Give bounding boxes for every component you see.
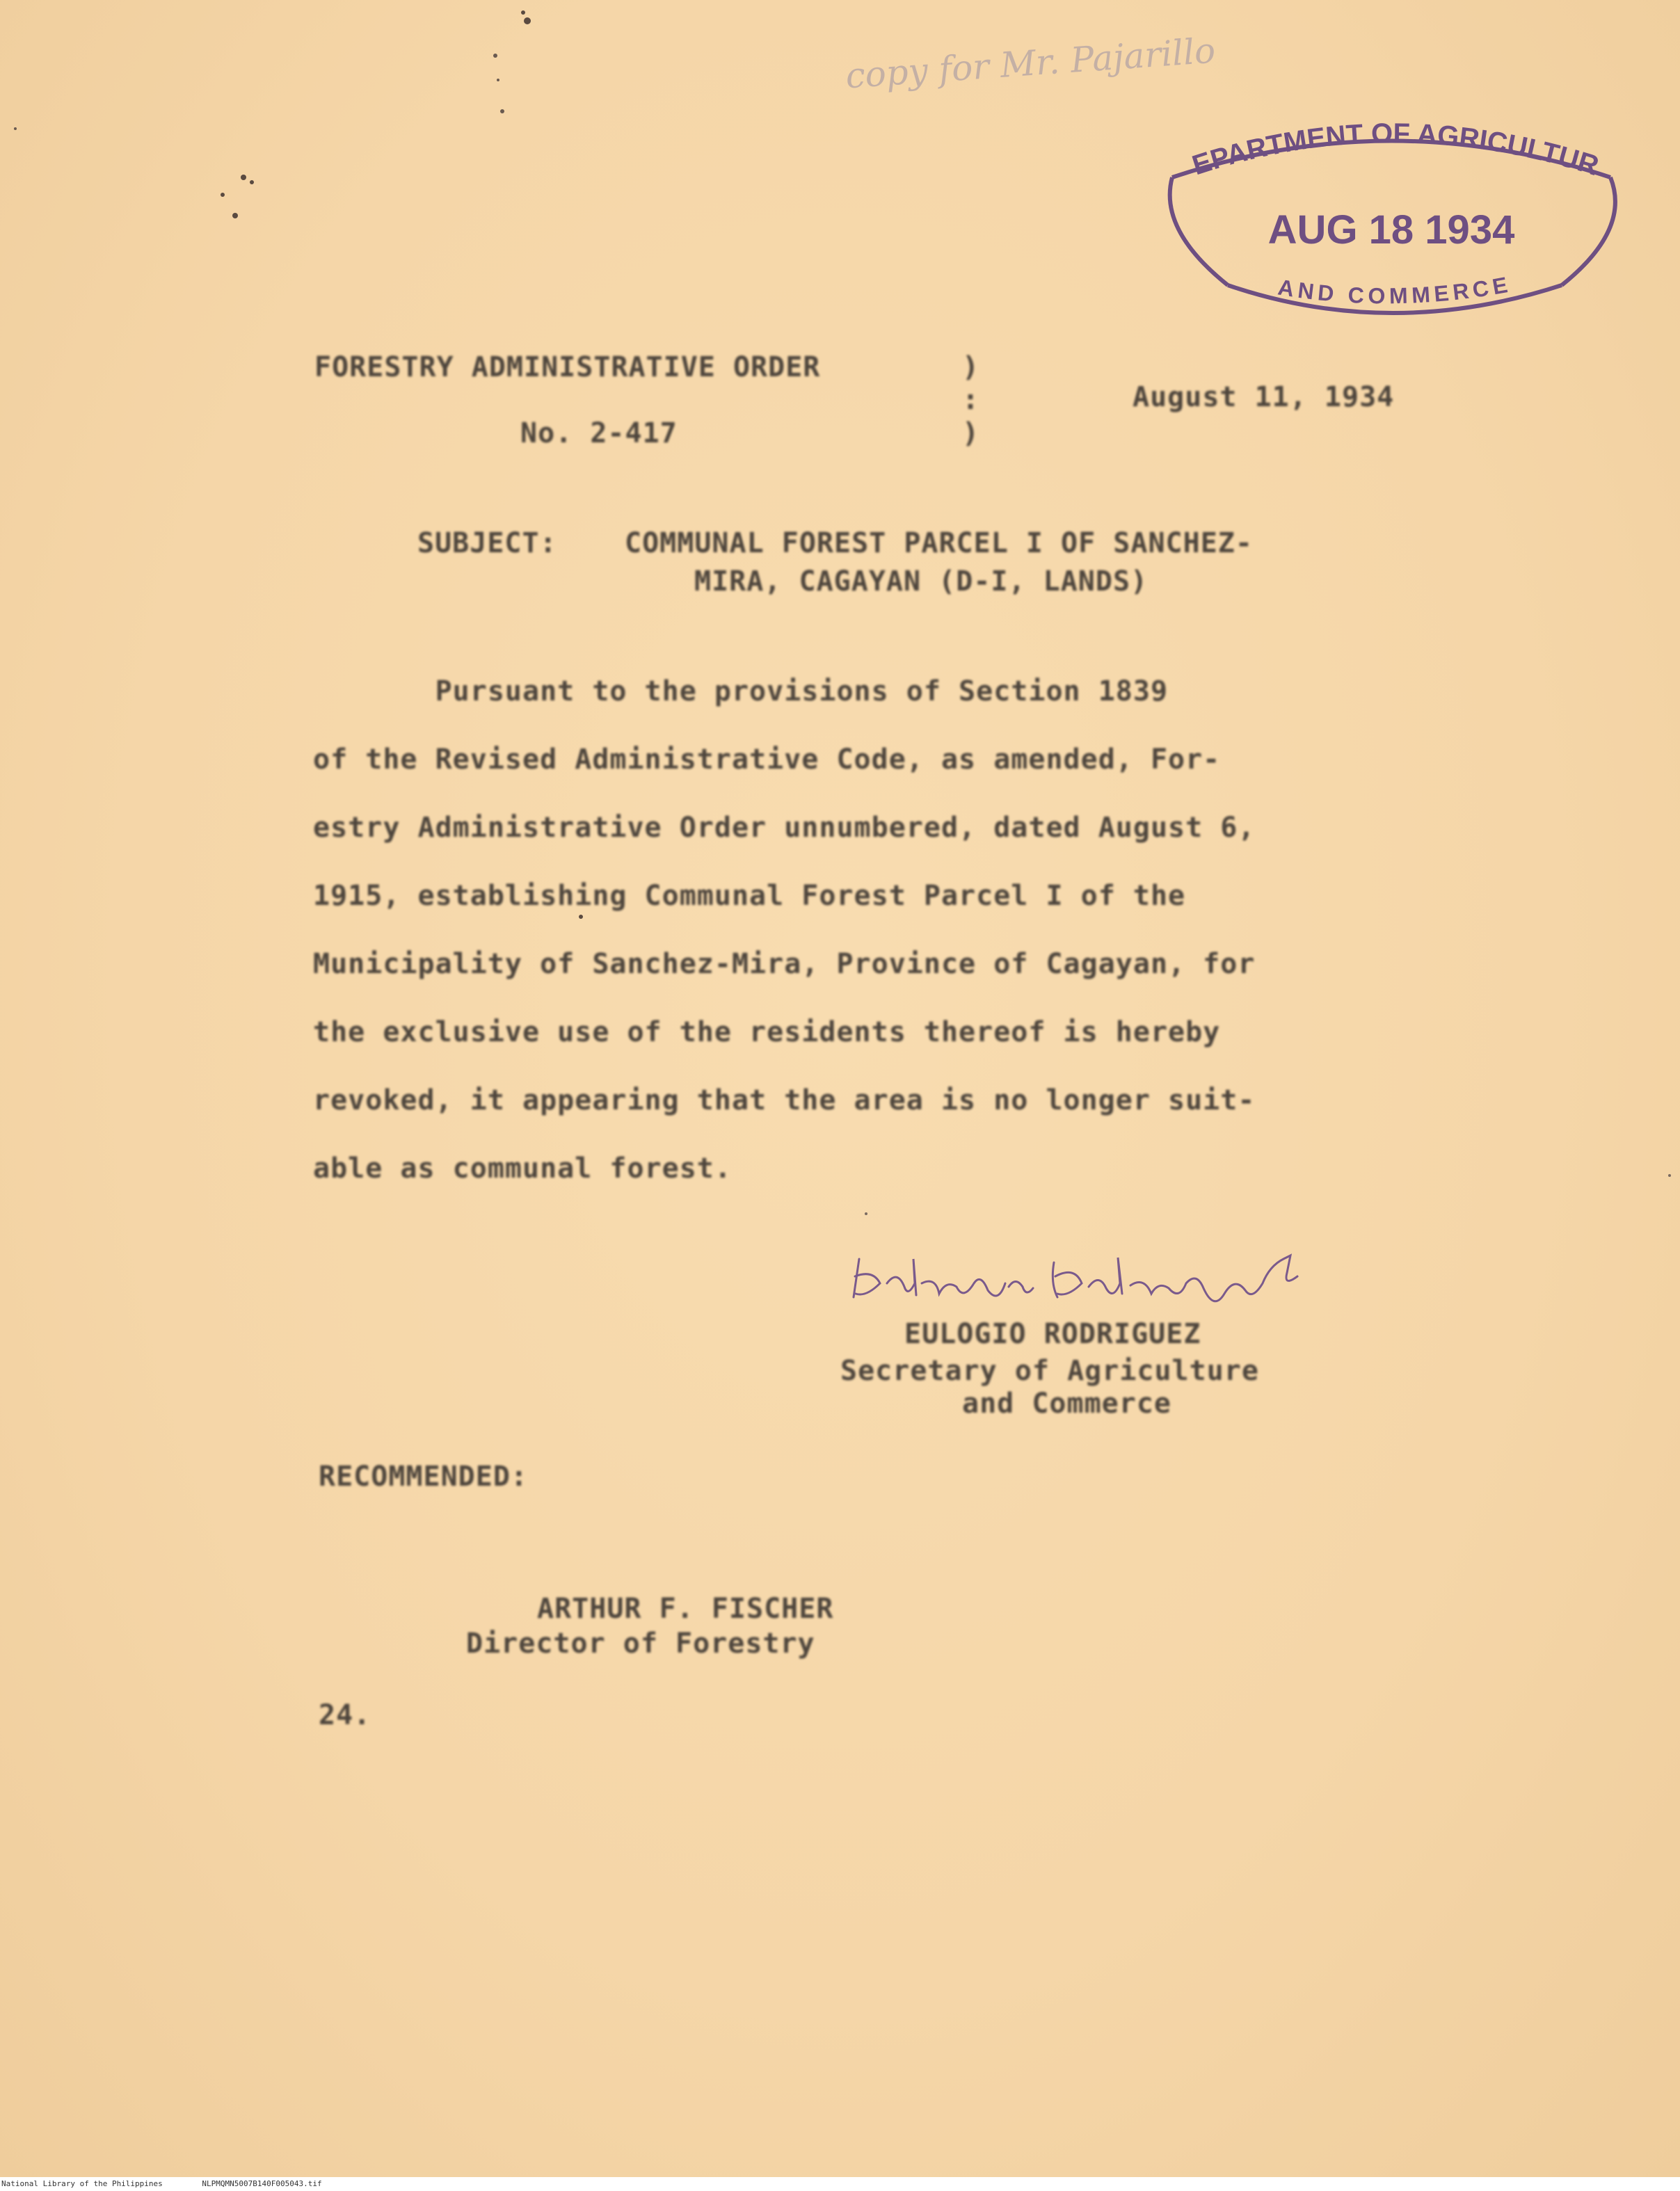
body-line: Municipality of Sanchez-Mira, Province of Cagayan, for (313, 948, 1256, 980)
stamp-top-text: EPARTMENT OF AGRICULTUR (1188, 118, 1603, 182)
subject-line-1: COMMUNAL FOREST PARCEL I OF SANCHEZ- (625, 527, 1253, 559)
order-title: FORESTRY ADMINISTRATIVE ORDER (314, 351, 821, 383)
footer-library: National Library of the Philippines (1, 2179, 163, 2188)
received-stamp (1151, 111, 1631, 341)
order-date: August 11, 1934 (1133, 381, 1395, 413)
recommended-label: RECOMMENDED: (319, 1461, 528, 1493)
body-line: 1915, establishing Communal Forest Parcel I of the (313, 880, 1186, 912)
bracket-mid: : (962, 384, 980, 416)
order-number: No. 2-417 (520, 417, 678, 449)
stamp-date: AUG 18 1934 (1267, 207, 1515, 252)
body-line: able as communal forest. (313, 1153, 732, 1185)
recommender-title: Director of Forestry (466, 1628, 815, 1660)
signatory-title-2: and Commerce (962, 1388, 1171, 1420)
recommender-name: ARTHUR F. FISCHER (537, 1593, 834, 1625)
body-line: estry Administrative Order unnumbered, dated August 6, (313, 812, 1256, 844)
archive-footer (0, 2177, 1680, 2191)
page-number: 24. (319, 1699, 371, 1731)
order-body (313, 657, 1447, 1203)
stamp-bottom-text: AND COMMERCE (1276, 271, 1514, 309)
bracket-bottom: ) (962, 417, 980, 449)
subject-label: SUBJECT: (417, 527, 557, 559)
body-line: revoked, it appearing that the area is no longer suit- (313, 1084, 1256, 1116)
handwritten-signature (838, 1245, 1325, 1322)
signatory-name: EULOGIO RODRIGUEZ (904, 1318, 1201, 1350)
signatory-title-1: Secretary of Agriculture (840, 1355, 1259, 1387)
body-line: of the Revised Administrative Code, as amended, For- (313, 744, 1221, 776)
bracket-top: ) (962, 351, 980, 383)
footer-file-name: NLPMQMN5007B140F005043.tif (202, 2179, 322, 2188)
handwritten-note: copy for Mr. Pajarillo (844, 30, 1217, 97)
body-line: the exclusive use of the residents thereof is hereby (313, 1016, 1221, 1048)
body-line: Pursuant to the provisions of Section 1839 (313, 675, 1169, 707)
subject-line-2: MIRA, CAGAYAN (D-I, LANDS) (694, 565, 1149, 597)
